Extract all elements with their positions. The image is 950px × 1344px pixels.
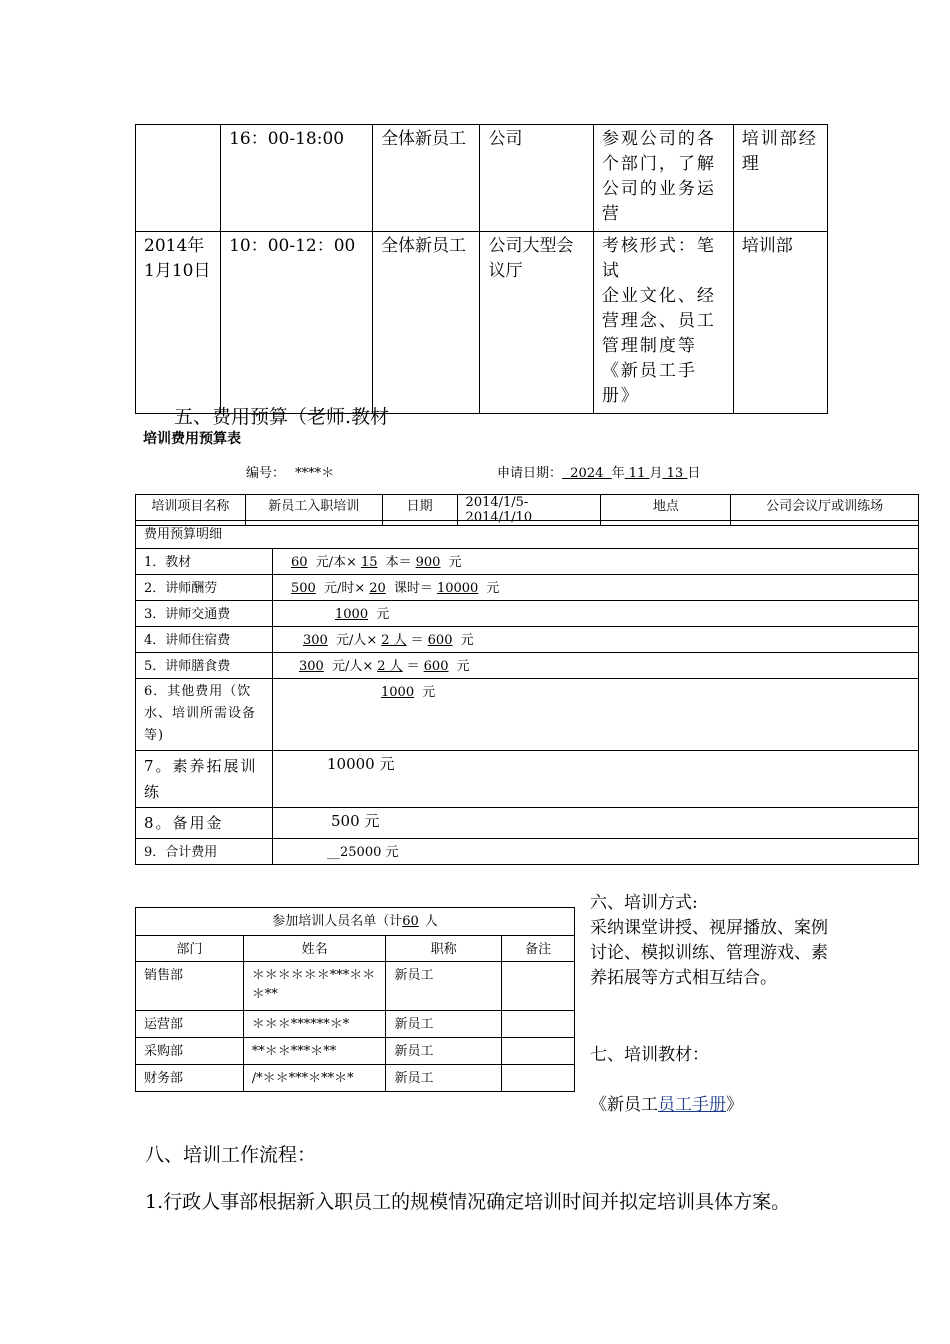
apply-year (562, 466, 612, 481)
budget-value-part: 600 (427, 633, 453, 648)
budget-value-part: 500 (291, 581, 316, 596)
budget-value-part: 10000 元 (327, 755, 395, 773)
budget-value-part: 元 (452, 659, 470, 674)
attendee-title-suffix: 人 (424, 914, 438, 929)
budget-items (136, 549, 919, 865)
budget-item-label: 9．合计费用 (136, 839, 273, 865)
attendee-title: 新员工 (386, 1065, 502, 1092)
place-label: 地点 (601, 495, 731, 526)
schedule-content: 参观公司的各个部门，了解公司的业务运营 (593, 125, 733, 232)
attendee-note (502, 1038, 575, 1065)
schedule-owner: 培训部经理 (733, 125, 827, 232)
attendee-title: 新员工 (386, 962, 502, 1011)
budget-value-part: 元 (482, 581, 500, 596)
place-value: 公司会议厅或训练场 (731, 495, 919, 526)
section8-heading: 八、培训工作流程： (145, 1144, 317, 1166)
budget-value-part: 元 (418, 685, 436, 700)
budget-item-label: 3．讲师交通费 (136, 601, 273, 627)
attendee-title: 新员工 (386, 1011, 502, 1038)
budget-value-part: 2 人 (381, 633, 407, 648)
budget-value-part: 60 (291, 555, 308, 570)
apply-year-value: 2024 (570, 466, 604, 481)
attendee-dept: 财务部 (136, 1065, 244, 1092)
schedule-date (136, 125, 221, 232)
budget-item-row (136, 575, 919, 601)
schedule-row (136, 232, 828, 414)
budget-value-part: 元/人× (331, 633, 378, 648)
apply-date (497, 462, 700, 481)
budget-value-part: 300 (303, 633, 328, 648)
apply-date-label: 申请日期： (497, 466, 563, 481)
attendee-names: ＊＊＊＊＊＊***＊＊＊** (243, 962, 386, 1011)
budget-detail-label: 费用预算明细 (136, 521, 919, 549)
attendee-title-row (136, 908, 575, 936)
budget-value-part: ＝ (410, 633, 424, 648)
budget-item-label: 1．教材 (136, 549, 273, 575)
budget-item-row (136, 751, 919, 808)
budget-value-part: 元 (381, 845, 399, 860)
schedule-content-line: 考核形式：笔试 (601, 236, 716, 281)
budget-value-part: 15 (360, 555, 378, 570)
budget-item-value (273, 653, 919, 679)
attendee-names: /*＊＊***＊**＊* (243, 1065, 386, 1092)
attendee-col-title: 职称 (386, 936, 502, 962)
attendee-title (136, 908, 575, 936)
budget-value-part: 300 (299, 659, 324, 674)
budget-value-part: 元/人× (327, 659, 374, 674)
budget-value-part: 元/时× (319, 581, 366, 596)
budget-value-part: 600 (423, 659, 449, 674)
budget-table (135, 520, 919, 865)
schedule-time: 10：00-12：00 (221, 232, 373, 414)
budget-item-label: 8。备用金 (136, 808, 273, 839)
attendee-row (136, 1011, 575, 1038)
attendee-title-prefix: 参加培训人员名单（计 (272, 914, 403, 929)
form-number-label: 编号： (246, 466, 286, 481)
budget-value-part: 元 (372, 607, 390, 622)
attendee-row (136, 962, 575, 1011)
apply-day-unit: 日 (687, 466, 701, 481)
apply-day-value: 13 (666, 466, 684, 481)
budget-value-part: 1000 (381, 685, 415, 700)
schedule-place: 公司 (480, 125, 593, 232)
section6-heading: 六、培训方式: (590, 893, 698, 913)
attendee-table (135, 907, 575, 1092)
budget-item-row (136, 601, 919, 627)
attendee-dept: 运营部 (136, 1011, 244, 1038)
section8-item1: 1.行政人事部根据新入职员工的规模情况确定培训时间并拟定培训具体方案。 (145, 1191, 791, 1213)
budget-item-row (136, 653, 919, 679)
attendee-row (136, 1038, 575, 1065)
schedule-table (135, 124, 828, 414)
attendee-note (502, 1011, 575, 1038)
project-value: 新员工入职培训 (245, 495, 382, 526)
apply-month-unit: 月 (649, 466, 663, 481)
schedule-content-line: 企业文化、经营理念、员工管理制度等《新员工手册》 (601, 286, 716, 406)
schedule-people: 全体新员工 (373, 232, 480, 414)
attendee-col-name: 姓名 (243, 936, 386, 962)
apply-month-value: 11 (628, 466, 646, 481)
budget-item-value (273, 549, 919, 575)
attendee-names: ＊＊＊******＊* (243, 1011, 386, 1038)
budget-item-value (273, 575, 919, 601)
schedule-owner: 培训部 (733, 232, 827, 414)
attendee-header-row (136, 936, 575, 962)
section6-body: 采纳课堂讲授、视屏播放、案例讨论、模拟训练、管理游戏、素养拓展等方式相互结合。 (590, 918, 828, 988)
budget-value-part: ＝ (406, 659, 420, 674)
schedule-place: 公司大型会议厅 (480, 232, 593, 414)
attendee-col-note: 备注 (502, 936, 575, 962)
book-suffix: 》 (726, 1095, 743, 1115)
budget-item-row (136, 679, 919, 751)
attendee-names: **＊＊***＊** (243, 1038, 386, 1065)
budget-value-part: 本＝ (381, 555, 412, 570)
budget-item-value (273, 808, 919, 839)
date-label: 日期 (382, 495, 457, 526)
section7-book (590, 1090, 743, 1115)
budget-value-part: 元 (456, 633, 474, 648)
budget-item-label: 4．讲师住宿费 (136, 627, 273, 653)
budget-item-value (273, 679, 919, 751)
budget-value-part: 元 (444, 555, 462, 570)
attendee-note (502, 962, 575, 1011)
budget-value-part: 时＝ (406, 581, 433, 596)
schedule-people: 全体新员工 (373, 125, 480, 232)
apply-year-unit: 年 (611, 466, 625, 481)
budget-item-value (273, 601, 919, 627)
budget-item-row (136, 627, 919, 653)
budget-value-part: 2 人 (377, 659, 403, 674)
budget-item-label: 7。素养拓展训练 (136, 751, 273, 808)
budget-value-part: 900 (415, 555, 441, 570)
budget-item-value (273, 627, 919, 653)
attendee-col-dept: 部门 (136, 936, 244, 962)
project-label: 培训项目名称 (136, 495, 246, 526)
budget-table-title: 培训费用预算表 (143, 431, 241, 447)
attendee-dept: 采购部 (136, 1038, 244, 1065)
apply-day (663, 466, 688, 481)
schedule-date: 2014年1月10日 (136, 232, 221, 414)
budget-value-part: 课 (389, 581, 407, 596)
book-prefix: 《新员工 (590, 1095, 658, 1115)
form-number (246, 462, 334, 481)
schedule-time: 16：00-18:00 (221, 125, 373, 232)
budget-value-part: 10000 (436, 581, 479, 596)
budget-item-label: 2．讲师酬劳 (136, 575, 273, 601)
budget-item-row (136, 808, 919, 839)
form-number-value: ****＊ (295, 466, 335, 481)
budget-value-part: 20 (369, 581, 386, 596)
attendee-count: 60 (402, 914, 419, 929)
attendee-dept: 销售部 (136, 962, 244, 1011)
section7-heading: 七、培训教材： (590, 1045, 709, 1065)
budget-item-value (273, 839, 919, 865)
budget-item-value (273, 751, 919, 808)
budget-item-row (136, 549, 919, 575)
budget-value-part: 500 元 (331, 812, 380, 830)
schedule-content (593, 232, 733, 414)
attendee-title: 新员工 (386, 1038, 502, 1065)
book-link[interactable]: 员工手册 (658, 1095, 726, 1115)
section5-heading: 五、费用预算（老师.教材 (174, 406, 390, 428)
budget-value-part: 元/本× (311, 555, 357, 570)
budget-value-part: __25000 (327, 845, 382, 860)
apply-month (625, 466, 650, 481)
attendee-row (136, 1065, 575, 1092)
budget-item-row (136, 839, 919, 865)
attendee-note (502, 1065, 575, 1092)
budget-item-label: 5．讲师膳食费 (136, 653, 273, 679)
budget-value-part: 1000 (335, 607, 369, 622)
budget-item-label: 6．其他费用（饮水、培训所需设备等) (136, 679, 273, 751)
budget-detail-row (136, 521, 919, 549)
date-value: 2014/1/5-2014/1/10 (457, 495, 601, 526)
schedule-row (136, 125, 828, 232)
